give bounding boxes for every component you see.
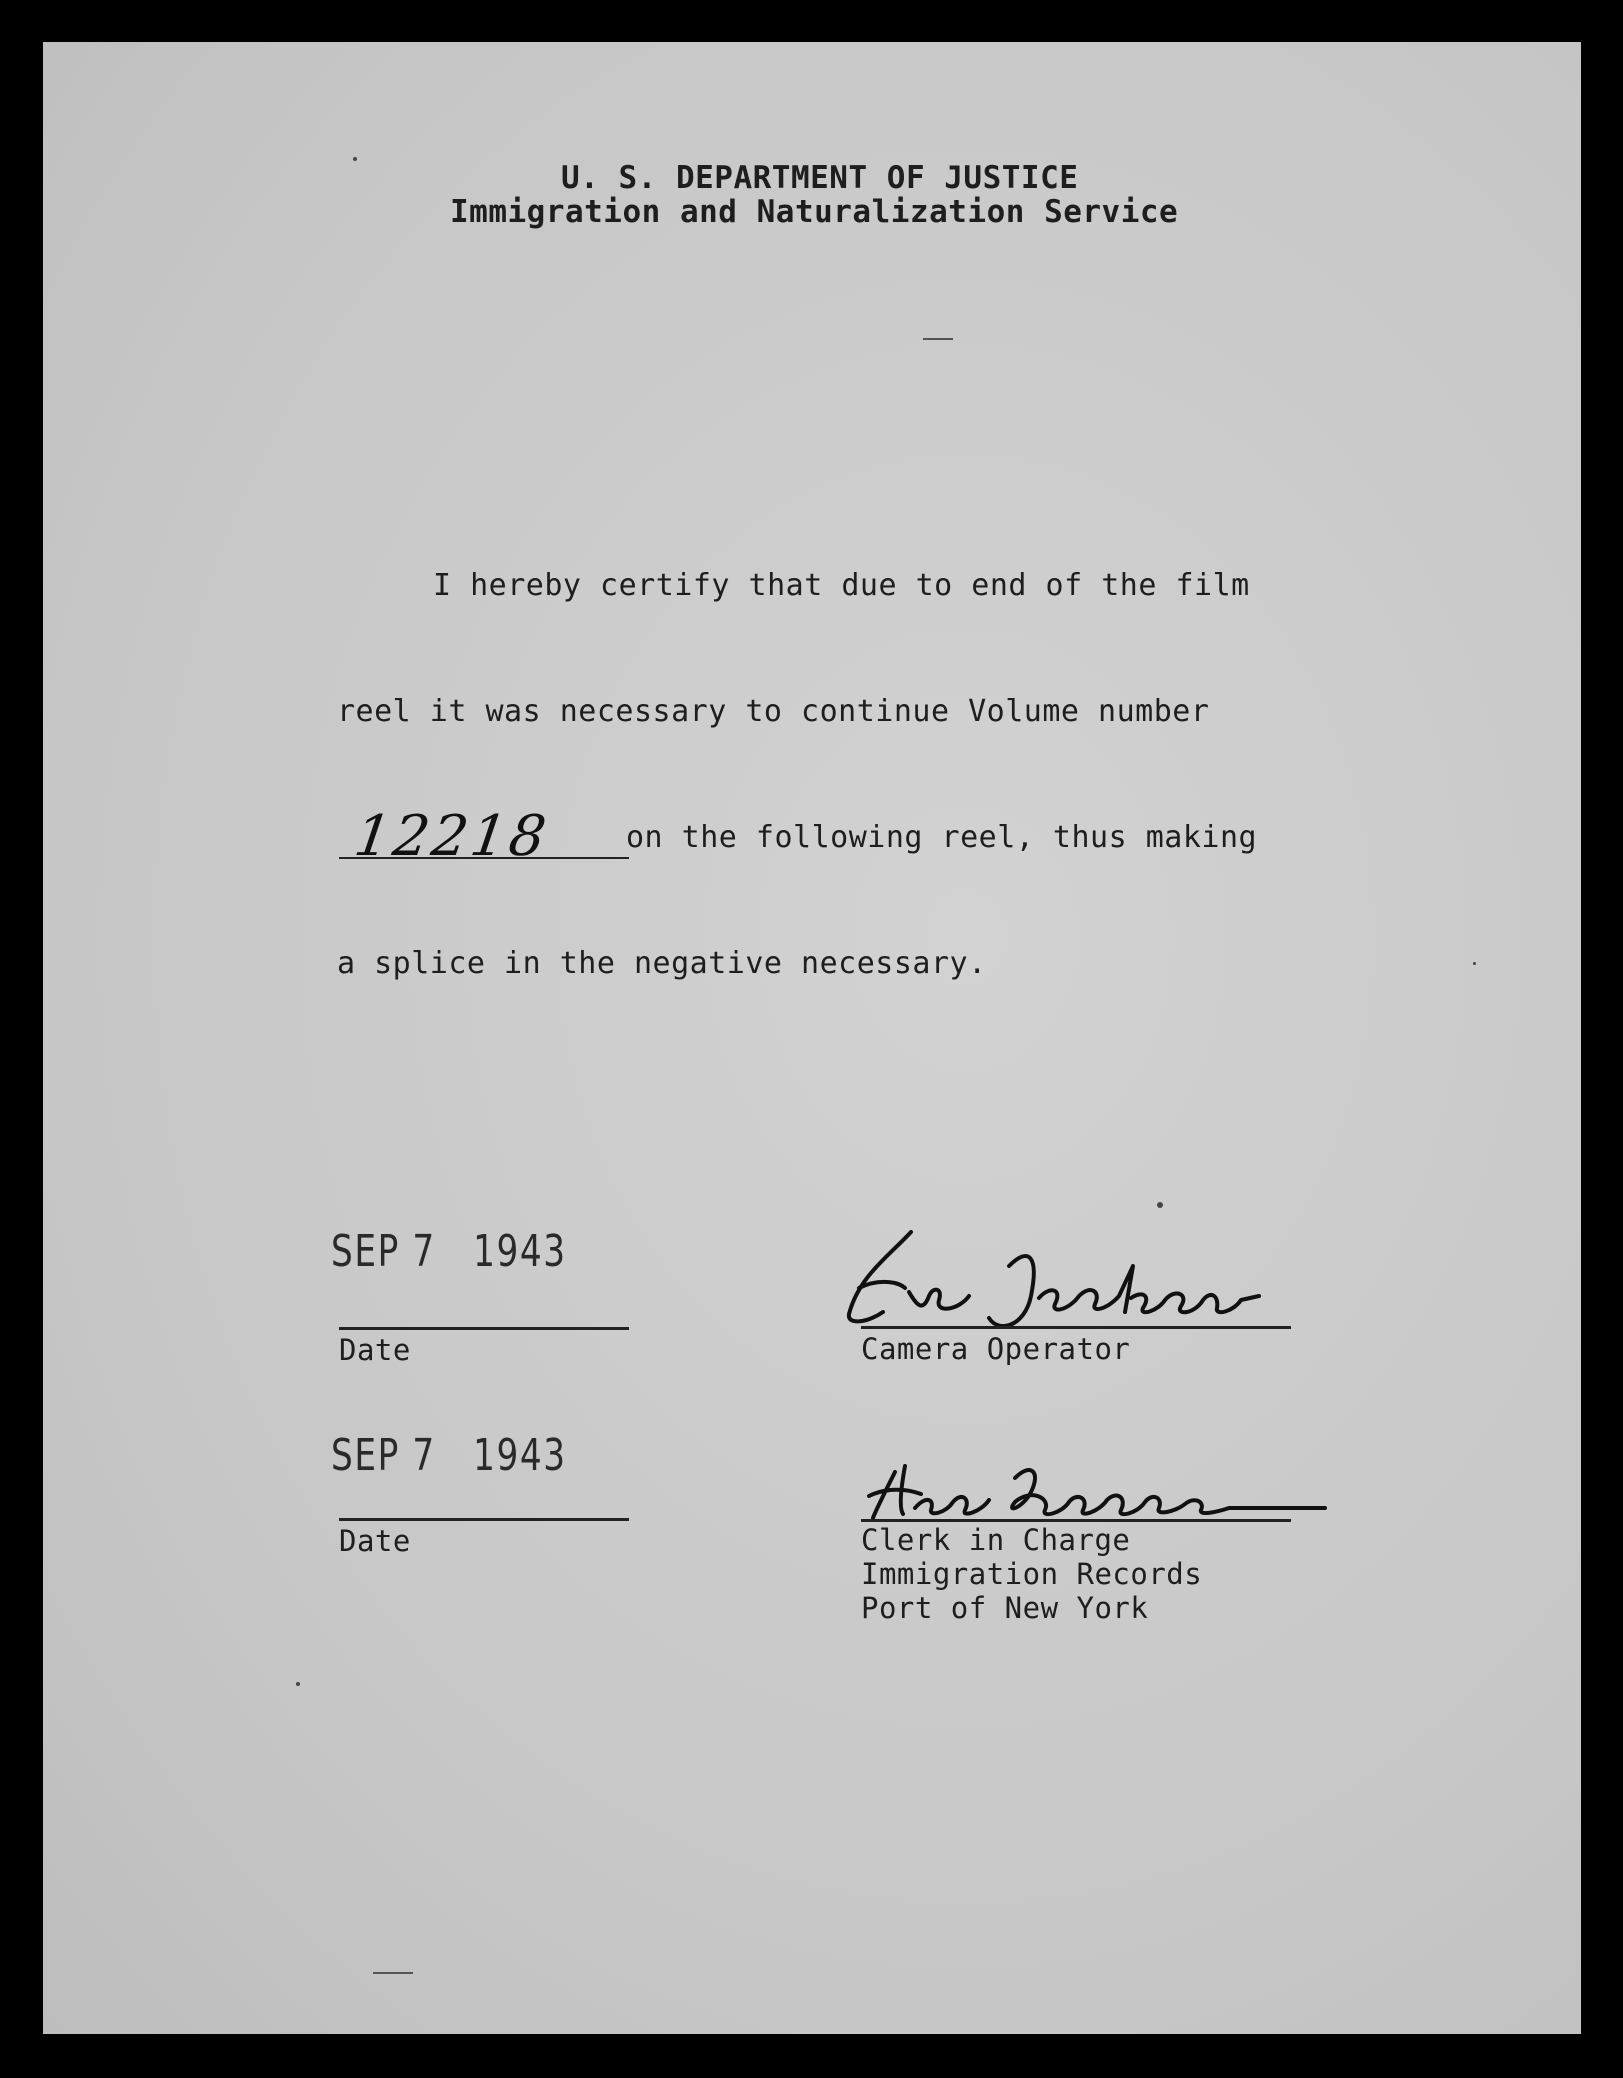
clerk-label-3: Port of New York — [861, 1591, 1149, 1625]
service-title: Immigration and Naturalization Service — [450, 194, 1179, 230]
date-label-1: Date — [339, 1333, 411, 1367]
dust-speck — [353, 157, 357, 161]
date-label-2: Date — [339, 1524, 411, 1558]
certification-line-3: on the following reel, thus making — [626, 820, 1258, 855]
date-underline-1 — [339, 1327, 629, 1330]
dust-speck — [296, 1682, 300, 1686]
film-scratch — [923, 338, 953, 340]
agency-title: U. S. DEPARTMENT OF JUSTICE — [561, 160, 1079, 196]
clerk-label-2: Immigration Records — [861, 1557, 1203, 1591]
volume-number-handwritten: 12218 — [350, 804, 553, 869]
certification-line-2: reel it was necessary to continue Volume number — [337, 694, 1210, 729]
camera-operator-label: Camera Operator — [861, 1332, 1131, 1366]
operator-signature-line — [861, 1326, 1291, 1329]
film-scratch — [373, 1972, 413, 1974]
dust-speck — [1157, 1202, 1163, 1208]
clerk-signature-line — [861, 1519, 1291, 1522]
date-stamp-2: SEP 7 1943 — [331, 1430, 567, 1481]
certification-line-4: a splice in the negative necessary. — [337, 946, 987, 981]
certification-line-1: I hereby certify that due to end of the film — [433, 568, 1250, 603]
date-stamp-1: SEP 7 1943 — [331, 1226, 567, 1277]
clerk-label-1: Clerk in Charge — [861, 1523, 1131, 1557]
dust-speck — [1473, 962, 1476, 965]
document-page — [43, 42, 1581, 2034]
date-underline-2 — [339, 1518, 629, 1521]
